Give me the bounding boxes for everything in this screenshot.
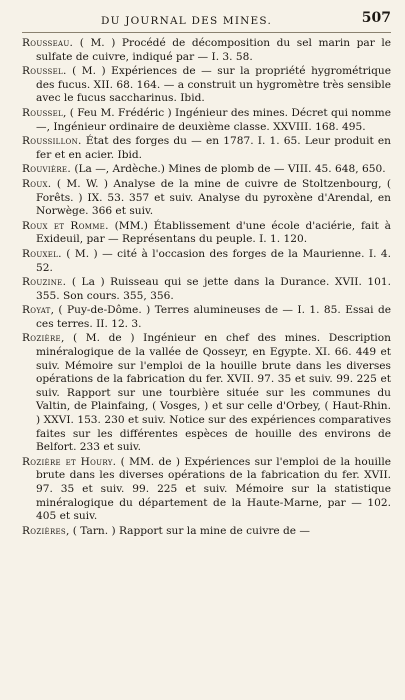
entry-text: ( M. ) Expériences de — sur la propriété hygrométrique des fucus. XII. 68. 164. — a construit un hygromètre très sensible avec le fucus saccharinus. Ibid.: [36, 65, 395, 105]
index-entry: [22, 37, 395, 64]
index-entry: [22, 219, 395, 247]
index-entry: [22, 276, 395, 303]
entry-text: État des forges du — en 1787. I. 1. 65. Leur produit en fer et en acier. Ibid.: [36, 135, 395, 161]
entry-text: (MM.) Établissement d'une école d'aciérie, fait à Exideuil, par — Représentans du peuple. I. 1. 120.: [36, 219, 395, 246]
entry-headword: Rozière et Houry.: [22, 455, 117, 468]
index-entry: [22, 65, 395, 106]
index-entry: [22, 106, 395, 134]
entry-text: , ( Tarn. ) Rapport sur la mine de cuivre de —: [66, 524, 311, 537]
page-header: [22, 10, 391, 33]
entry-text: ( M. ) Procédé de décomposition du sel marin par le sulfate de cuivre, indiqué par — I. 3. 58.: [36, 37, 395, 63]
index-entry: [22, 525, 391, 539]
entry-text: , ( Feu M. Frédéric ) Ingénieur des mines. Décret qui nomme —, Ingénieur ordinaire de deuxième classe. XXVIII. 168. 495.: [36, 106, 395, 133]
page-number: 507: [361, 10, 391, 26]
index-entry: [22, 163, 391, 177]
entry-text: ( M. W. ) Analyse de la mine de cuivre de Stoltzenbourg, ( Forêts. ) IX. 53. 357 et suiv. Analyse du pyroxène d'Arendal, en Norwège. 366 et suiv.: [36, 177, 395, 218]
index-entry: [22, 247, 395, 275]
index-entry: [22, 177, 395, 219]
running-head: DU JOURNAL DES MINES.: [101, 15, 272, 27]
index-entry: [22, 304, 395, 331]
entry-headword: Roux.: [22, 177, 52, 190]
entry-headword: Rozières: [22, 524, 67, 537]
entry-headword: Rousseau.: [22, 37, 74, 49]
entry-text: ( La ) Ruisseau qui se jette dans la Durance. XVII. 101. 355. Son cours. 355, 356.: [36, 276, 395, 302]
index-entries: [22, 37, 395, 538]
entry-headword: Rouxel.: [22, 247, 62, 260]
index-entry: [22, 455, 395, 524]
entry-text: ( MM. de ) Expériences sur l'emploi de la houille brute dans les diverses opérations de la fabrication du fer. XVII. 97. 35 et suiv. 99. 225 et suiv. Mémoire sur la statistique minéralogique du département de la Haute-Marne, par — 102. 405 et suiv.: [36, 455, 395, 523]
entry-text: ( M. ) — cité à l'occasion des forges de la Maurienne. I. 4. 52.: [36, 247, 395, 274]
index-entry: [22, 332, 395, 454]
entry-headword: Rouvière.: [22, 163, 71, 176]
entry-text: , ( Puy-de-Dôme. ) Terres alumineuses de — I. 1. 85. Essai de ces terres. II. 12. 3.: [36, 304, 395, 330]
entry-text: (La —, Ardèche.) Mines de plomb de — VIII. 45. 648, 650.: [71, 163, 386, 176]
entry-headword: Roussel: [22, 106, 63, 119]
index-entry: [22, 135, 395, 162]
entry-headword: Rouzine.: [22, 276, 67, 289]
entry-headword: Roussillon.: [22, 135, 82, 148]
entry-headword: Rozière: [22, 332, 61, 345]
entry-headword: Roux et Romme.: [22, 219, 109, 232]
entry-headword: Royat: [22, 304, 51, 317]
entry-headword: Roussel.: [22, 65, 67, 78]
entry-text: , ( M. de ) Ingénieur en chef des mines. Description minéralogique de la vallée de Qosseyr, en Egypte. XI. 66. 449 et suiv. Mémoire sur l'emploi de la houille brute dans les diverses opérations de la fabrication du fer. XVII. 97. 35 et suiv. 99. 225 et suiv. Rapport sur une tourbière située sur les communes du Valtin, de Plainfaing, ( Vosges, ) et sur celle d'Orbey, ( Haut-Rhin. ) XXVI. 153. 230 et suiv. Notice sur des expériences comparatives faites sur les différentes espèces de houille des environs de Belfort. 233 et suiv.: [36, 332, 395, 454]
